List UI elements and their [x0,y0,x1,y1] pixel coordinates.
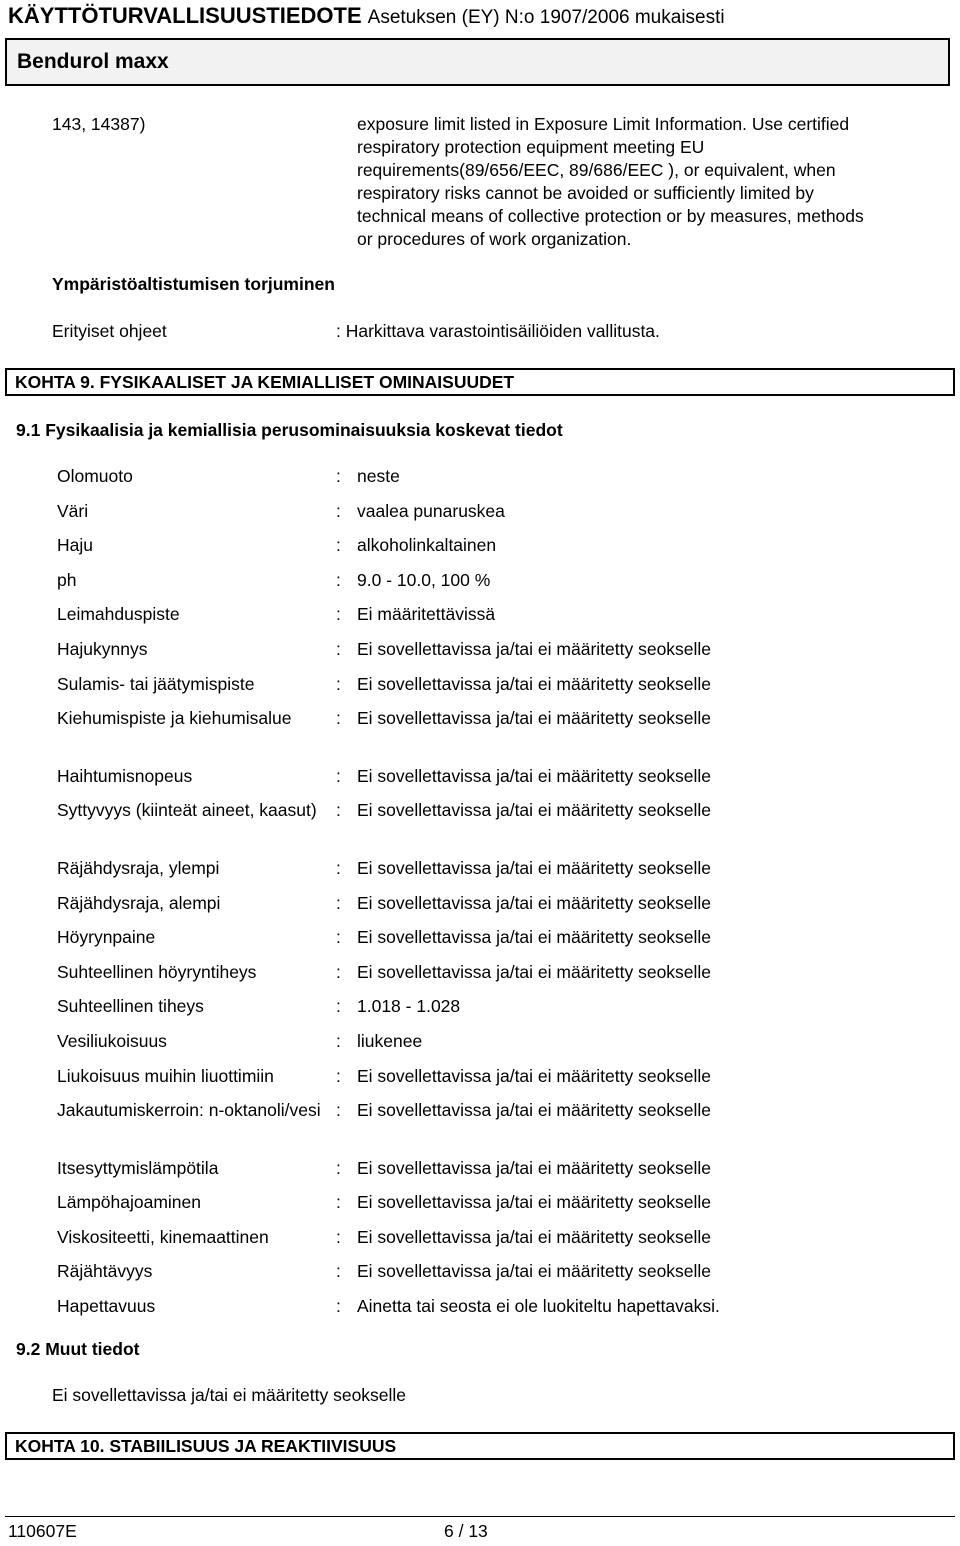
product-name: Bendurol maxx [17,50,169,73]
environment-heading: Ympäristöaltistumisen torjuminen [52,274,335,294]
respiratory-left-fragment: 143, 14387) [52,114,146,134]
property-colon: : [336,857,341,878]
properties-list [57,465,952,1330]
property-row [57,765,952,800]
section-10-title: KOHTA 10. STABIILISUUS JA REAKTIIVISUUS [15,1436,397,1456]
property-value: Ei sovellettavissa ja/tai ei määritetty seokselle [357,1157,712,1178]
property-colon: : [336,1030,341,1051]
other-info-text: Ei sovellettavissa ja/tai ei määritetty seokselle [52,1385,407,1405]
property-value: vaalea punaruskea [357,500,505,521]
property-label: Viskositeetti, kinemaattinen [57,1226,269,1247]
property-label: Höyrynpaine [57,927,156,948]
footer-document-code: 110607E [8,1521,77,1541]
document-title-text: KÄYTTÖTURVALLISUUSTIEDOTE [8,3,362,28]
property-row [57,707,952,765]
property-colon: : [336,1226,341,1247]
property-colon: : [336,1065,341,1086]
property-value: Ainetta tai seosta ei ole luokiteltu hapettavaksi. [357,1296,720,1317]
property-label: Lämpöhajoaminen [57,1192,201,1213]
property-row [57,1191,952,1226]
property-colon: : [336,638,341,659]
property-row [57,799,952,857]
property-value: Ei sovellettavissa ja/tai ei määritetty seokselle [357,1065,712,1086]
property-value: Ei sovellettavissa ja/tai ei määritetty seokselle [357,708,712,729]
property-row [57,1260,952,1295]
property-label: Räjähdysraja, ylempi [57,857,220,878]
respiratory-line: requirements(89/656/EEC, 89/686/EEC ), or equivalent, when [357,160,836,180]
property-colon: : [336,1157,341,1178]
property-colon: : [336,673,341,694]
property-row [57,569,952,604]
property-label: Olomuoto [57,466,133,486]
property-value: liukenee [357,1030,423,1051]
section-10-header [5,1432,955,1460]
property-row [57,638,952,673]
property-colon: : [336,800,341,821]
property-label: Syttyvyys (kiinteät aineet, kaasut) [57,800,317,821]
property-label: Räjähdysraja, alempi [57,892,221,913]
property-value: Ei sovellettavissa ja/tai ei määritetty seokselle [357,1261,712,1282]
property-row [57,1065,952,1100]
subsection-9-1-heading: 9.1 Fysikaalisia ja kemiallisia perusominaisuuksia koskevat tiedot [16,420,563,440]
property-value: Ei määritettävissä [357,604,496,625]
product-name-box [5,38,950,86]
subsection-9-2-heading: 9.2 Muut tiedot [16,1339,140,1359]
property-colon: : [336,1296,341,1317]
property-row [57,1157,952,1192]
property-value: 9.0 - 10.0, 100 % [357,569,491,590]
property-colon: : [336,604,341,625]
property-row [57,892,952,927]
property-row [57,1295,952,1330]
property-colon: : [336,500,341,521]
property-label: Leimahduspiste [57,604,180,625]
property-value: Ei sovellettavissa ja/tai ei määritetty seokselle [357,638,712,659]
property-colon: : [336,996,341,1017]
property-value: Ei sovellettavissa ja/tai ei määritetty seokselle [357,927,712,948]
property-label: Hapettavuus [57,1296,156,1317]
property-label: Vesiliukoisuus [57,1030,167,1051]
footer-page-number: 6 / 13 [444,1521,488,1541]
document-title [8,3,725,29]
property-label: Räjähtävyys [57,1261,153,1282]
property-colon: : [336,708,341,729]
property-colon: : [336,927,341,948]
property-row [57,1099,952,1157]
property-label: Kiehumispiste ja kiehumisalue [57,708,292,729]
property-label: Haju [57,535,93,556]
respiratory-line: technical means of collective protection or by measures, methods [357,206,864,226]
property-value: Ei sovellettavissa ja/tai ei määritetty seokselle [357,765,712,786]
property-colon: : [336,535,341,556]
property-label: Jakautumiskerroin: n-oktanoli/vesi [57,1100,321,1121]
property-label: Itsesyttymislämpötila [57,1157,219,1178]
property-colon: : [336,892,341,913]
property-label: Liukoisuus muihin liuottimiin [57,1065,274,1086]
property-label: ph [57,569,77,590]
property-value: Ei sovellettavissa ja/tai ei määritetty seokselle [357,892,712,913]
respiratory-line: or procedures of work organization. [357,229,632,249]
property-row [57,673,952,708]
property-value: neste [357,466,400,486]
property-value: Ei sovellettavissa ja/tai ei määritetty seokselle [357,961,712,982]
special-instructions-value: : Harkittava varastointisäiliöiden vallitusta. [336,321,660,341]
section-9-header [5,368,955,396]
property-row [57,1030,952,1065]
property-value: Ei sovellettavissa ja/tai ei määritetty seokselle [357,673,712,694]
property-value: alkoholinkaltainen [357,535,497,556]
section-9-title: KOHTA 9. FYSIKAALISET JA KEMIALLISET OMINAISUUDET [15,372,515,392]
property-row [57,534,952,569]
respiratory-line: respiratory risks cannot be avoided or sufficiently limited by [357,183,814,203]
special-instructions-label: Erityiset ohjeet [52,321,167,341]
property-value: Ei sovellettavissa ja/tai ei määritetty seokselle [357,857,712,878]
property-value: 1.018 - 1.028 [357,996,461,1017]
property-row [57,1226,952,1261]
property-row [57,465,952,500]
property-colon: : [336,765,341,786]
property-label: Suhteellinen tiheys [57,996,204,1017]
property-row [57,603,952,638]
property-value: Ei sovellettavissa ja/tai ei määritetty seokselle [357,1192,712,1213]
property-colon: : [336,1261,341,1282]
property-colon: : [336,1100,341,1121]
property-row [57,500,952,535]
property-row [57,926,952,961]
respiratory-protection-text [357,113,949,251]
property-row [57,961,952,996]
property-label: Suhteellinen höyryntiheys [57,961,257,982]
regulation-text: Asetuksen (EY) N:o 1907/2006 mukaisesti [367,7,725,28]
property-row [57,857,952,892]
property-row [57,995,952,1030]
property-colon: : [336,1192,341,1213]
property-value: Ei sovellettavissa ja/tai ei määritetty seokselle [357,1100,712,1121]
property-colon: : [336,961,341,982]
property-label: Haihtumisnopeus [57,765,193,786]
respiratory-line: exposure limit listed in Exposure Limit Information. Use certified [357,114,850,134]
property-label: Hajukynnys [57,638,148,659]
property-colon: : [336,466,341,486]
footer-divider [5,1516,955,1517]
property-label: Väri [57,500,89,521]
property-label: Sulamis- tai jäätymispiste [57,673,255,694]
property-colon: : [336,569,341,590]
property-value: Ei sovellettavissa ja/tai ei määritetty seokselle [357,800,712,821]
property-value: Ei sovellettavissa ja/tai ei määritetty seokselle [357,1226,712,1247]
respiratory-line: respiratory protection equipment meeting EU [357,137,705,157]
